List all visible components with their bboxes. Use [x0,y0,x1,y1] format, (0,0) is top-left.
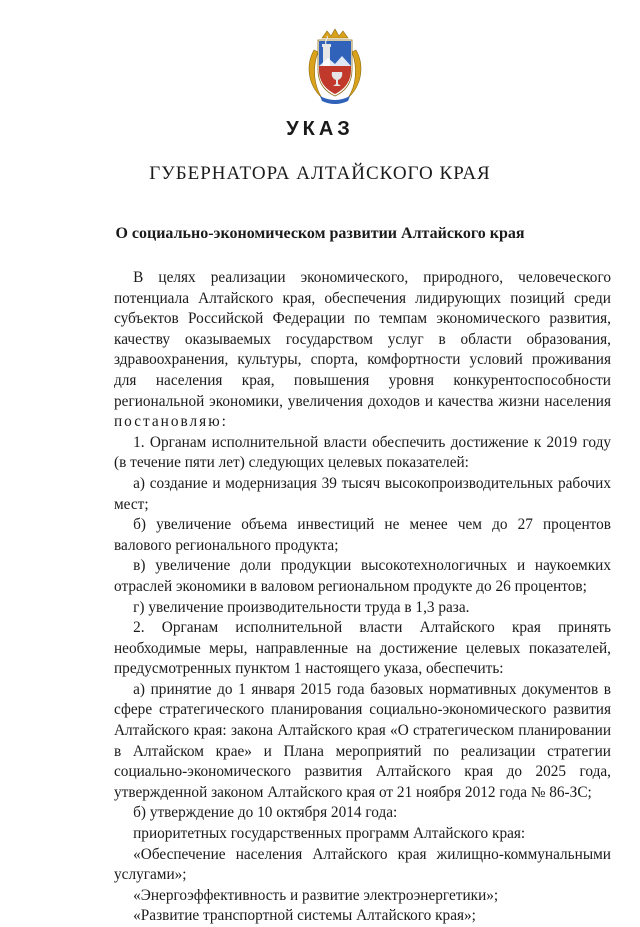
intro-colon: : [221,413,226,431]
paragraph-1b: б) увеличение объема инвестиций не менее чем до 27 процентов валового регионального продукта; [114,516,611,554]
document-subject: О социально-экономическом развитии Алтайского края [115,225,525,242]
program-energy: «Энергоэффективность и развитие электроэнергетики»; [133,886,499,904]
paragraph-1c: в) увеличение доли продукции высокотехнологичных и наукоемких отраслей экономики в валовом региональном продукте до 26 процентов; [114,557,611,595]
document-body [114,268,611,927]
decree-title: УКАЗ [286,118,354,140]
paragraph-1d: г) увеличение производительности труда в 1,3 раза. [133,598,470,616]
paragraph-2b-programs: приоритетных государственных программ Алтайского края: [133,825,526,843]
intro-text: В целях реализации экономического, природного, человеческого потенциала Алтайского края, обеспечения лидирующих позиций среди субъектов Российской Федерации по темпам экономического развития, качеству оказываемых государством услуг в области образования, здравоохранения, культуры, спорта, комфортности условий проживания для населения края, повышения уровня конкурентоспособности региональной экономики, увеличения доходов и качества жизни населения [114,269,611,410]
program-housing: «Обеспечение населения Алтайского края жилищно-коммунальными услугами»; [114,845,611,884]
paragraph-2: 2. Органам исполнительной власти Алтайского края принять необходимые меры, направленные на достижение целевых показателей, предусмотренных пунктом 1 настоящего указа, обеспечить: [114,619,611,678]
program-transport: «Развитие транспортной системы Алтайского края»; [133,907,476,925]
coat-of-arms-emblem [302,28,368,106]
paragraph-1: 1. Органам исполнительной власти обеспечить достижение к 2019 году (в течение пяти лет) следующих целевых показателей: [114,433,611,472]
decree-verb: постановляю [114,413,222,431]
paragraph-2a: а) принятие до 1 января 2015 года базовых нормативных документов в сфере стратегического планирования социально-экономического развития Алтайского края: закона Алтайского края «О стратегическом планировании в Алтайском крае» и Плана мероприятий по реализации стратегии социально-экономического развития Алтайского края до 2025 года, утвержденной законом Алтайского края от 21 ноября 2012 года № 86-ЗС; [114,680,611,801]
decree-issuer: ГУБЕРНАТОРА АЛТАЙСКОГО КРАЯ [149,163,491,184]
paragraph-1a: а) создание и модернизация 39 тысяч высокопроизводительных рабочих мест; [114,474,611,513]
paragraph-2b: б) утверждение до 10 октября 2014 года: [133,804,398,822]
intro-paragraph [114,268,611,433]
